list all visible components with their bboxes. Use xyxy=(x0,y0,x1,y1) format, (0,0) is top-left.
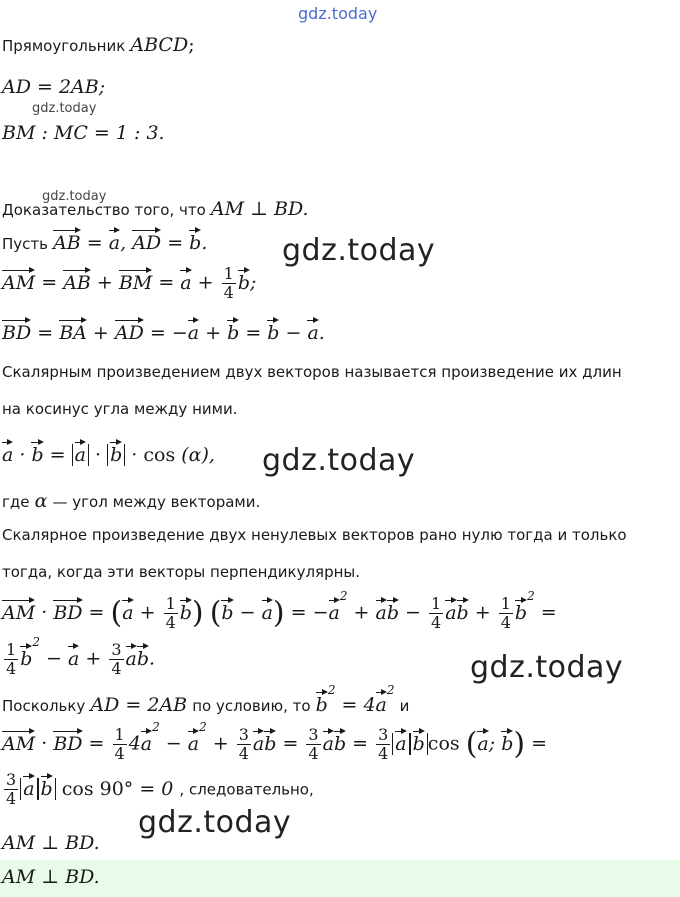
proof-heading xyxy=(2,200,309,219)
let-word: Пусть xyxy=(2,235,48,253)
since-math: AD = 2AB xyxy=(90,694,188,716)
dot-product-formula: a · b = a · b · cos (α), xyxy=(2,440,215,465)
product-final-1: AM · BD = $\frac{1}{4}$ $4a^2 - a^2$ + $\frac{3}{4}$ ab = $\frac{3}{4}$ ab = $\frac{3}{4}$ a b cos (a; b) = xyxy=(2,720,548,763)
definition-line-2: на косинус угла между ними. xyxy=(2,400,238,418)
given-condition-1: AD = 2AB; xyxy=(2,76,106,98)
given-figure: ABCD xyxy=(130,34,189,56)
since-mid: по условию, то xyxy=(192,697,311,715)
let-line: Пусть AB = a, AD = b. xyxy=(2,228,207,253)
since-line: Поскольку AD = 2AB по условию, то $b^2 = 4a^2$ и xyxy=(2,683,410,716)
product-expansion-1: AM · BD = (a + $\frac{1}{4}$ b) $(b - a) = -a^2$ + ab − $\frac{1}{4}$ ab + $\frac{1}{4}$ $b^2$ = xyxy=(2,589,557,632)
answer-text: AM ⊥ BD. xyxy=(2,866,100,888)
proof-heading-math: AM ⊥ BD. xyxy=(210,198,309,220)
watermark-big-2: gdz.today xyxy=(262,443,416,478)
since-and: и xyxy=(399,697,410,715)
proof-heading-text: Доказательство того, что xyxy=(2,201,206,219)
conclusion: AM ⊥ BD. xyxy=(2,832,100,854)
where-word: где xyxy=(2,493,30,511)
given-figure-line: Прямоугольник ABCD; xyxy=(2,34,195,56)
watermark-big-1: gdz.today xyxy=(282,233,436,268)
given-condition-2: BM : MC = 1 : 3. xyxy=(2,122,165,144)
zero-condition-line-1: Скалярное произведение двух ненулевых векторов рано нулю тогда и только xyxy=(2,526,627,544)
watermark-big-3: gdz.today xyxy=(470,650,624,685)
equation-bd: BD = BA + AD = −a + b = b − a. xyxy=(2,318,325,343)
where-alpha-line: где α — угол между векторами. xyxy=(2,490,261,512)
watermark-big-4: gdz.today xyxy=(138,805,292,840)
definition-line-1: Скалярным произведением двух векторов называется произведение их длин xyxy=(2,363,622,381)
since-word: Поскольку xyxy=(2,697,86,715)
zero-condition-line-2: тогда, когда эти векторы перпендикулярны. xyxy=(2,563,361,581)
watermark-small-2: gdz.today xyxy=(42,189,107,204)
where-rest: — угол между векторами. xyxy=(52,493,261,511)
therefore-text: , следовательно, xyxy=(179,780,314,799)
watermark-top: gdz.today xyxy=(298,4,378,23)
product-expansion-2: $\frac{1}{4}$ $b^2 - a$ + $\frac{3}{4}$ ab. xyxy=(6,635,156,678)
given-label: Прямоугольник xyxy=(2,37,126,55)
equation-am: AM = AB + BM = a + $\frac{1}{4}$ b; xyxy=(2,264,257,302)
product-final-2: $\frac{3}{4}$ a b cos 90° = 0 , следовательно, xyxy=(6,770,314,808)
answer-box xyxy=(0,860,680,897)
watermark-small-1: gdz.today xyxy=(32,101,97,116)
